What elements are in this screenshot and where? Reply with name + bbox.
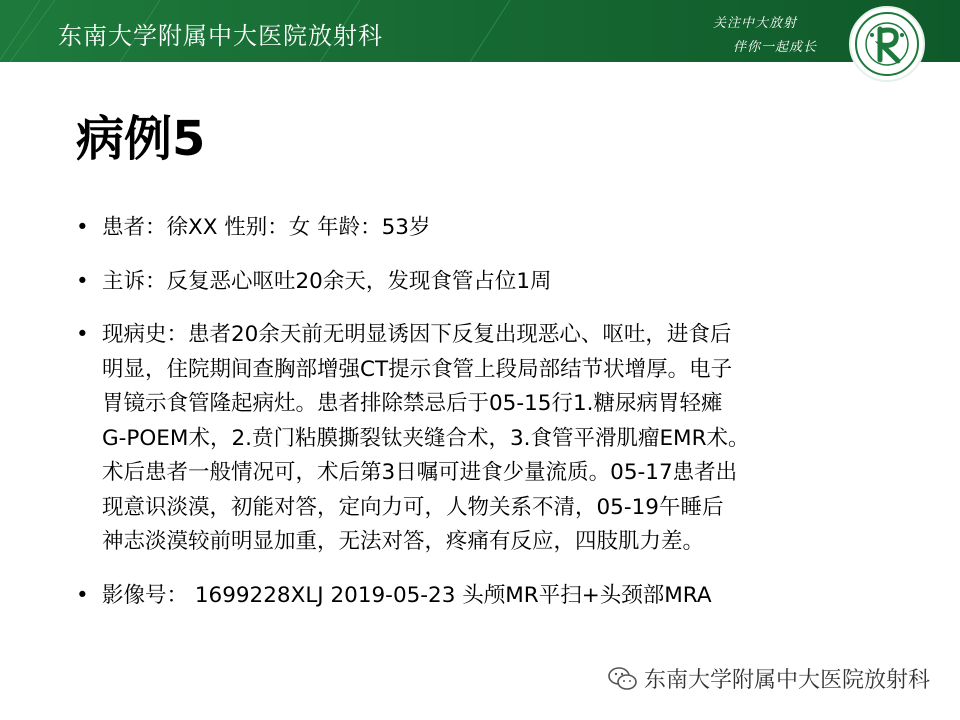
bullet-image-number bbox=[76, 579, 936, 614]
header-title: 东南大学附属中大医院放射科 bbox=[58, 22, 383, 50]
bullet-symbol: • bbox=[76, 322, 89, 347]
bullet-chief-complaint bbox=[76, 265, 936, 300]
bullet-text: 现病史：患者20余天前无明显诱因下反复出现恶心、呕吐，进食后 明显，住院期间查胸部增强CT提示食管上段局部结节状增厚。电子 胃镜示食管隆起病灶。患者排除禁忌后于05-15行1.糖尿病胃轻瘫 G-POEM术，2.贲门粘膜撕裂钛夹缝合术，3.食管平滑肌瘤EMR术。 术后患者一般情况可，术后第3日嘱可进食少量流质。05-17患者出 现意识淡漠，初能对答，定向力可，人物关系不清，05-19午睡后 神志淡漠较前明显加重，无法对答，疼痛有反应，四肢肌力差。 bbox=[102, 322, 750, 554]
slide-title: 病例5 bbox=[76, 111, 206, 167]
wechat-icon bbox=[608, 666, 638, 692]
bullet-list bbox=[76, 211, 936, 632]
bullet-text: 患者：徐XX 性别：女 年龄：53岁 bbox=[102, 215, 431, 240]
hospital-seal-logo-icon bbox=[848, 5, 926, 83]
footer-watermark bbox=[608, 663, 930, 694]
bullet-text: 主诉：反复恶心呕吐20余天，发现食管占位1周 bbox=[102, 268, 552, 294]
bullet-present-history bbox=[76, 318, 936, 560]
bullet-symbol: • bbox=[76, 268, 89, 294]
slogan-line-1: 关注中大放射 bbox=[713, 16, 798, 31]
bullet-text: 影像号： 1699228XLJ 2019-05-23 头颅MR平扫+头颈部MRA bbox=[102, 582, 712, 608]
bullet-symbol: • bbox=[76, 215, 89, 240]
footer-text: 东南大学附属中大医院放射科 bbox=[643, 668, 930, 693]
slogan-line-2: 伴你一起成长 bbox=[733, 40, 818, 55]
bullet-patient-info bbox=[76, 211, 936, 246]
bullet-symbol: • bbox=[76, 582, 89, 608]
header-banner bbox=[0, 0, 960, 62]
